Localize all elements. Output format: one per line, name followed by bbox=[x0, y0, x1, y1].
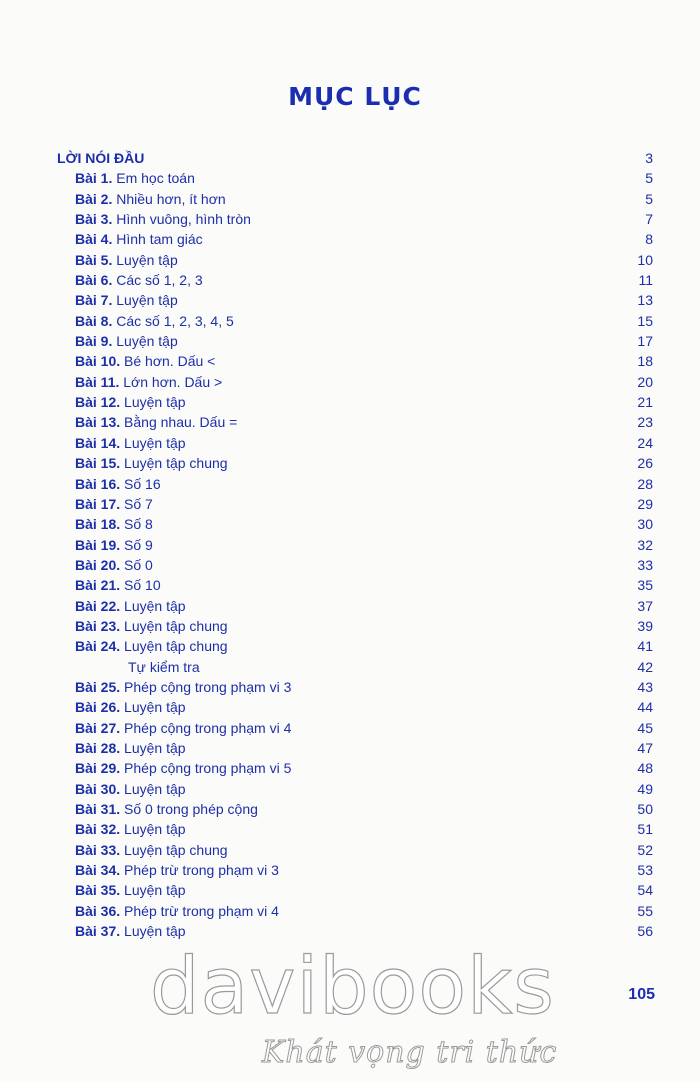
toc-entry bbox=[0, 311, 700, 331]
watermark-logo-text: davibooks bbox=[150, 942, 555, 1032]
toc-entry-label bbox=[75, 575, 161, 595]
toc-lesson-title: Luyện tập chung bbox=[124, 455, 228, 472]
toc-lesson-title: Các số 1, 2, 3 bbox=[116, 272, 203, 289]
table-of-contents bbox=[0, 148, 700, 941]
toc-entry bbox=[0, 331, 700, 351]
toc-page-number: 3 bbox=[645, 150, 653, 166]
toc-lesson-title: Luyện tập chung bbox=[124, 638, 228, 655]
toc-page-number: 56 bbox=[637, 923, 653, 940]
toc-entry bbox=[0, 779, 700, 799]
toc-entry-label bbox=[75, 880, 186, 900]
toc-lesson-title: Luyện tập chung bbox=[124, 841, 228, 858]
toc-lesson-title: Luyện tập bbox=[116, 292, 178, 309]
toc-lesson-number: Bài 3. bbox=[75, 211, 113, 228]
toc-page-number: 5 bbox=[645, 190, 653, 207]
toc-entry-label bbox=[75, 860, 279, 880]
toc-entry bbox=[0, 189, 700, 209]
toc-entry bbox=[0, 392, 700, 412]
toc-lesson-title: Phép trừ trong phạm vi 4 bbox=[124, 902, 279, 919]
toc-lesson-number: Bài 25. bbox=[75, 678, 121, 695]
toc-entry-label bbox=[75, 412, 237, 432]
toc-entry bbox=[0, 270, 700, 290]
toc-entry-label bbox=[75, 209, 251, 229]
toc-page-number: 51 bbox=[637, 821, 653, 838]
toc-entry-label bbox=[75, 555, 153, 575]
toc-page-number: 39 bbox=[637, 617, 653, 634]
toc-lesson-number: Bài 24. bbox=[75, 638, 121, 655]
toc-page-number: 48 bbox=[637, 760, 653, 777]
toc-lesson-title: Phép trừ trong phạm vi 3 bbox=[124, 862, 279, 879]
toc-entry bbox=[0, 412, 700, 432]
toc-page-number: 8 bbox=[645, 231, 653, 248]
toc-entry-label bbox=[75, 392, 186, 412]
toc-lesson-number: Bài 31. bbox=[75, 801, 121, 817]
toc-page-number: 7 bbox=[645, 211, 653, 228]
toc-entry bbox=[0, 657, 700, 677]
toc-lesson-number: Bài 15. bbox=[75, 455, 121, 472]
toc-page-number: 35 bbox=[637, 577, 653, 594]
toc-entry bbox=[0, 494, 700, 514]
toc-lesson-title: Phép cộng trong phạm vi 4 bbox=[124, 719, 292, 736]
toc-lesson-title: Số 16 bbox=[124, 475, 161, 492]
toc-lesson-number: Bài 5. bbox=[75, 251, 113, 268]
toc-entry bbox=[0, 799, 700, 819]
toc-entry bbox=[0, 290, 700, 310]
toc-lesson-title: Phép cộng trong phạm vi 5 bbox=[124, 760, 292, 777]
toc-lesson-number: Bài 13. bbox=[75, 414, 121, 431]
toc-lesson-number: Bài 20. bbox=[75, 556, 121, 573]
toc-page-number: 13 bbox=[637, 292, 653, 309]
toc-lesson-title: Số 8 bbox=[124, 516, 153, 533]
toc-entry-label bbox=[75, 250, 178, 270]
toc-lesson-title: Số 10 bbox=[124, 577, 161, 594]
toc-entry-label bbox=[75, 819, 186, 839]
toc-lesson-number: Bài 7. bbox=[75, 292, 113, 309]
toc-entry bbox=[0, 880, 700, 900]
toc-entry bbox=[0, 351, 700, 371]
toc-entry-label bbox=[75, 758, 291, 778]
toc-entry-label bbox=[75, 697, 186, 717]
toc-entry bbox=[0, 555, 700, 575]
toc-lesson-title: Phép cộng trong phạm vi 3 bbox=[124, 678, 292, 695]
toc-page-number: 45 bbox=[637, 719, 653, 736]
toc-page-number: 53 bbox=[637, 862, 653, 879]
toc-entry bbox=[0, 168, 700, 188]
toc-lesson-title: Luyện tập bbox=[116, 251, 178, 268]
toc-page-number: 52 bbox=[637, 841, 653, 858]
toc-entry bbox=[0, 860, 700, 880]
toc-entry bbox=[0, 901, 700, 921]
toc-lesson-title: Luyện tập chung bbox=[124, 617, 228, 634]
toc-entry bbox=[0, 433, 700, 453]
toc-lesson-title: Luyện tập bbox=[124, 434, 186, 451]
toc-entry bbox=[0, 596, 700, 616]
toc-entry bbox=[0, 535, 700, 555]
toc-lesson-number: Bài 23. bbox=[75, 617, 121, 634]
watermark-logo bbox=[150, 942, 555, 1032]
toc-entry bbox=[0, 677, 700, 697]
toc-preface-row bbox=[0, 148, 700, 168]
toc-page-number: 47 bbox=[637, 739, 653, 756]
toc-lesson-title: Em học toán bbox=[116, 170, 195, 187]
toc-lesson-number: Bài 19. bbox=[75, 536, 121, 553]
toc-lesson-title: Tự kiểm tra bbox=[128, 658, 200, 675]
toc-entry-label bbox=[75, 331, 178, 351]
toc-page-number: 15 bbox=[637, 312, 653, 329]
toc-preface-label: LỜI NÓI ĐẦU bbox=[57, 150, 145, 166]
toc-lesson-number: Bài 27. bbox=[75, 719, 121, 736]
toc-entry bbox=[0, 921, 700, 941]
toc-lesson-title: Luyện tập bbox=[124, 699, 186, 716]
folio-page-number: 105 bbox=[628, 986, 655, 1003]
toc-lesson-number: Bài 10. bbox=[75, 353, 121, 370]
toc-entry-label bbox=[75, 474, 161, 494]
toc-lesson-title: Luyện tập bbox=[124, 821, 186, 838]
toc-lesson-title: Luyện tập bbox=[124, 923, 186, 940]
toc-lesson-number: Bài 21. bbox=[75, 577, 121, 594]
toc-lesson-number: Bài 30. bbox=[75, 780, 121, 797]
toc-entry bbox=[0, 250, 700, 270]
toc-page-number: 10 bbox=[637, 251, 653, 268]
toc-page-number: 54 bbox=[637, 882, 653, 899]
toc-entry-label bbox=[75, 799, 258, 819]
toc-lesson-title: Bé hơn. Dấu < bbox=[124, 353, 216, 370]
toc-entry bbox=[0, 453, 700, 473]
toc-lesson-number: Bài 11. bbox=[75, 373, 120, 390]
toc-page-number: 33 bbox=[637, 556, 653, 573]
toc-lesson-number: Bài 18. bbox=[75, 516, 121, 533]
toc-lesson-number: Bài 29. bbox=[75, 760, 121, 777]
toc-lesson-title: Số 9 bbox=[124, 536, 153, 553]
toc-entry-label bbox=[75, 636, 228, 656]
toc-entry bbox=[0, 718, 700, 738]
toc-lesson-number: Bài 2. bbox=[75, 190, 113, 207]
toc-entry-label bbox=[75, 779, 186, 799]
toc-page-number: 20 bbox=[637, 373, 653, 390]
toc-entry-label bbox=[75, 514, 153, 534]
toc-entry-label bbox=[75, 229, 203, 249]
toc-entry bbox=[0, 209, 700, 229]
toc-entry-label bbox=[75, 189, 226, 209]
toc-page-number: 11 bbox=[638, 272, 653, 289]
toc-entry-label bbox=[75, 372, 222, 392]
toc-page-number: 21 bbox=[637, 394, 653, 411]
watermark-slogan bbox=[262, 1035, 558, 1070]
toc-entry-label bbox=[75, 168, 195, 188]
toc-entry bbox=[0, 616, 700, 636]
toc-entry-label bbox=[75, 494, 153, 514]
toc-lesson-number: Bài 6. bbox=[75, 272, 113, 289]
toc-entry-label bbox=[75, 535, 153, 555]
toc-lesson-title: Nhiều hơn, ít hơn bbox=[116, 190, 226, 207]
toc-entry bbox=[0, 575, 700, 595]
toc-page-number: 50 bbox=[637, 801, 653, 817]
toc-lesson-number: Bài 34. bbox=[75, 862, 121, 879]
toc-lesson-number: Bài 4. bbox=[75, 231, 113, 248]
toc-page-number: 23 bbox=[637, 414, 653, 431]
toc-lesson-number: Bài 9. bbox=[75, 333, 113, 350]
toc-lesson-title: Lớn hơn. Dấu > bbox=[123, 373, 223, 390]
toc-lesson-number: Bài 14. bbox=[75, 434, 121, 451]
toc-page-number: 37 bbox=[637, 597, 653, 614]
toc-lesson-number: Bài 32. bbox=[75, 821, 121, 838]
toc-lesson-title: Luyện tập bbox=[124, 394, 186, 411]
toc-entry-label bbox=[75, 433, 186, 453]
toc-lesson-number: Bài 36. bbox=[75, 902, 121, 919]
toc-page-number: 17 bbox=[637, 333, 653, 350]
toc-entry-label bbox=[75, 270, 203, 290]
toc-entry-label bbox=[75, 901, 279, 921]
toc-entry bbox=[0, 738, 700, 758]
toc-lesson-number: Bài 17. bbox=[75, 495, 121, 512]
toc-lesson-number: Bài 33. bbox=[75, 841, 121, 858]
toc-entry bbox=[0, 514, 700, 534]
toc-entry-label bbox=[75, 453, 228, 473]
toc-entry-label bbox=[75, 616, 228, 636]
toc-lesson-number: Bài 1. bbox=[75, 170, 113, 187]
toc-entry-label bbox=[75, 840, 228, 860]
toc-entry-label bbox=[128, 657, 200, 677]
toc-entry bbox=[0, 229, 700, 249]
toc-page-number: 24 bbox=[637, 434, 653, 451]
toc-lesson-title: Số 7 bbox=[124, 495, 153, 512]
toc-entry-label bbox=[75, 738, 186, 758]
toc-lesson-title: Luyện tập bbox=[124, 780, 186, 797]
toc-page-number: 26 bbox=[637, 455, 653, 472]
toc-lesson-number: Bài 16. bbox=[75, 475, 121, 492]
toc-page-number: 44 bbox=[637, 699, 653, 716]
toc-entry-label bbox=[75, 311, 234, 331]
toc-entry bbox=[0, 474, 700, 494]
toc-lesson-number: Bài 22. bbox=[75, 597, 121, 614]
toc-entry bbox=[0, 840, 700, 860]
toc-lesson-title: Hình tam giác bbox=[116, 231, 203, 248]
toc-page-number: 30 bbox=[637, 516, 653, 533]
toc-lesson-number: Bài 12. bbox=[75, 394, 121, 411]
toc-lesson-title: Số 0 trong phép cộng bbox=[124, 801, 258, 817]
toc-lesson-title: Luyện tập bbox=[116, 333, 178, 350]
toc-entry-label bbox=[75, 718, 291, 738]
toc-entry-label bbox=[75, 677, 291, 697]
toc-lesson-title: Số 0 bbox=[124, 556, 153, 573]
toc-entry bbox=[0, 372, 700, 392]
toc-page-number: 55 bbox=[637, 902, 653, 919]
toc-lesson-title: Hình vuông, hình tròn bbox=[116, 211, 251, 228]
toc-entry bbox=[0, 819, 700, 839]
toc-entry bbox=[0, 636, 700, 656]
toc-lesson-title: Các số 1, 2, 3, 4, 5 bbox=[116, 312, 234, 329]
toc-page-number: 49 bbox=[637, 780, 653, 797]
watermark-slogan-text: Khát vọng tri thức bbox=[262, 1035, 558, 1070]
toc-entry bbox=[0, 697, 700, 717]
toc-lesson-title: Bằng nhau. Dấu = bbox=[124, 414, 238, 431]
toc-lesson-title: Luyện tập bbox=[124, 597, 186, 614]
page-title: MỤC LỤC bbox=[288, 82, 422, 111]
toc-lesson-number: Bài 28. bbox=[75, 739, 121, 756]
toc-page-number: 29 bbox=[637, 495, 653, 512]
toc-entry-label bbox=[75, 596, 186, 616]
toc-page-number: 43 bbox=[637, 678, 653, 695]
toc-page-number: 18 bbox=[637, 353, 653, 370]
toc-lesson-number: Bài 37. bbox=[75, 923, 121, 940]
toc-lesson-number: Bài 35. bbox=[75, 882, 121, 899]
toc-lesson-title: Luyện tập bbox=[124, 882, 186, 899]
toc-page-number: 28 bbox=[637, 475, 653, 492]
toc-page-number: 32 bbox=[637, 536, 653, 553]
toc-page-number: 5 bbox=[645, 170, 653, 187]
toc-entry-label bbox=[75, 290, 178, 310]
toc-lesson-title: Luyện tập bbox=[124, 739, 186, 756]
toc-entries bbox=[0, 168, 700, 941]
toc-lesson-number: Bài 8. bbox=[75, 312, 113, 329]
toc-lesson-number: Bài 26. bbox=[75, 699, 121, 716]
toc-entry bbox=[0, 758, 700, 778]
toc-entry-label bbox=[75, 351, 215, 371]
toc-page-number: 41 bbox=[637, 638, 653, 655]
toc-page-number: 42 bbox=[637, 658, 653, 675]
toc-entry-label bbox=[75, 921, 186, 941]
